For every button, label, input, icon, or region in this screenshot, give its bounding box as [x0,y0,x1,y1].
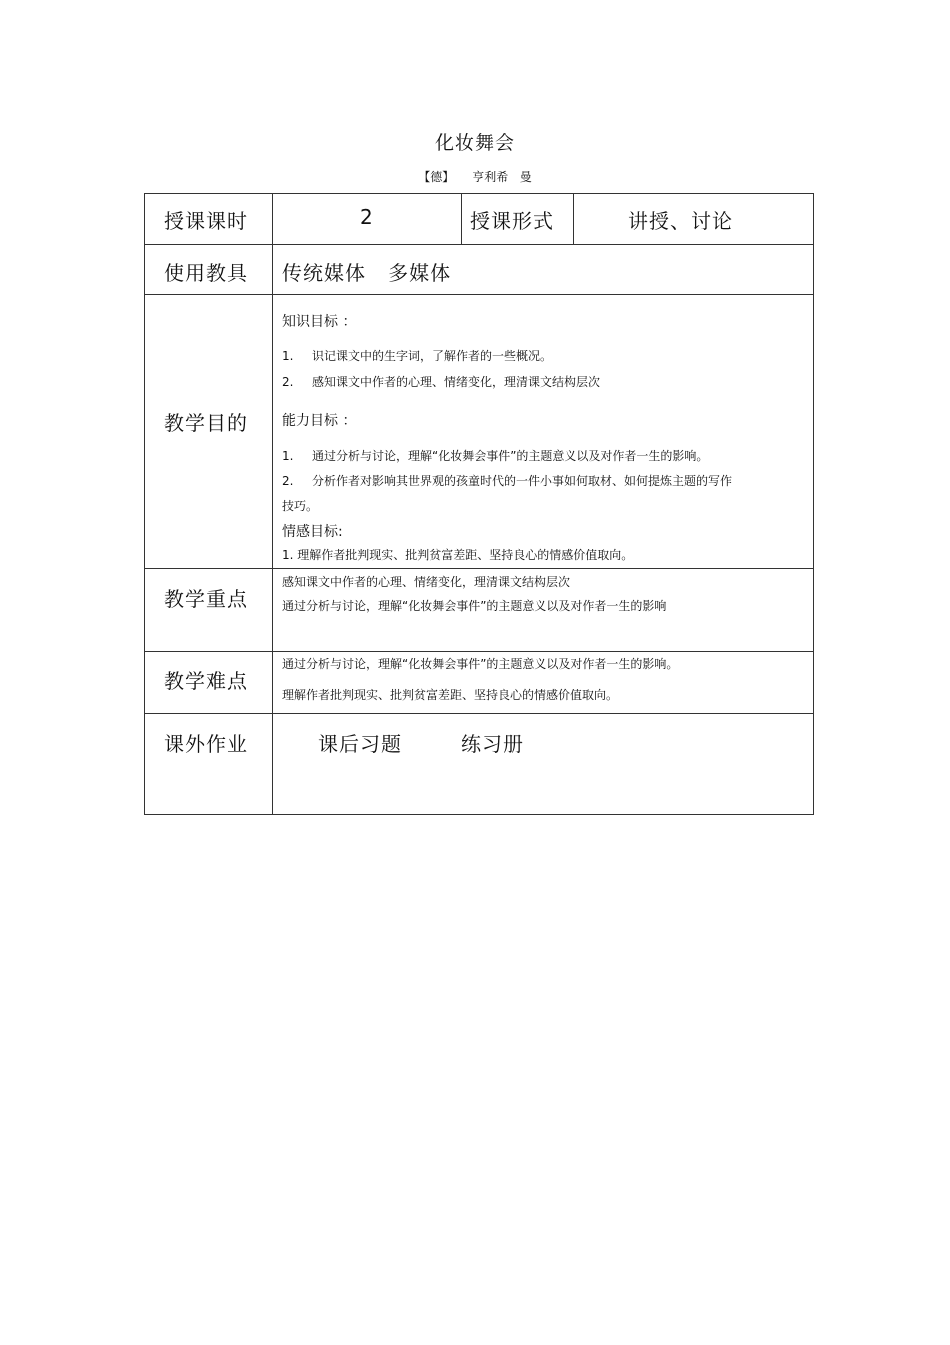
knowledge-goal-item: 2. 感知课文中作者的心理、情绪变化，理清课文结构层次 [282,375,601,389]
emotion-goal-heading: 情感目标: [282,524,343,540]
homework-item-exercises: 课后习题 [318,732,402,756]
row-divider [144,568,814,569]
knowledge-goal-heading: 知识目标 ： [282,314,357,330]
key-point-line: 感知课文中作者的心理、情绪变化，理清课文结构层次 [282,575,571,589]
lesson-plan-table [144,193,814,815]
column-divider [573,193,574,244]
document-title: 化妆舞会 [434,132,515,154]
column-divider [461,193,462,244]
ability-goal-item: 1. 通过分析与讨论，理解“化妆舞会事件”的主题意义以及对作者一生的影响。 [282,449,709,463]
key-point-line: 通过分析与讨论，理解“化妆舞会事件”的主题意义以及对作者一生的影响 [282,599,667,613]
column-divider [272,193,273,814]
label-teaching-objectives: 教学目的 [164,411,248,435]
ability-goal-item: 2. 分析作者对影响其世界观的孩童时代的一件小事如何取材、如何提炼主题的写作 [282,474,733,488]
row-divider [144,651,814,652]
homework-item-workbook: 练习册 [461,732,524,756]
author-name: 亨利希 曼 [472,170,532,184]
row-divider [144,713,814,714]
label-teaching-form: 授课形式 [470,209,554,233]
difficult-point-line: 理解作者批判现实、批判贫富差距、坚持良心的情感价值取向。 [282,688,619,702]
ability-goal-item-continuation: 技巧。 [282,499,319,513]
teaching-form-value: 讲授、讨论 [628,209,733,233]
ability-goal-heading: 能力目标 ： [282,413,357,429]
difficult-point-line: 通过分析与讨论，理解“化妆舞会事件”的主题意义以及对作者一生的影响。 [282,657,679,671]
label-teaching-aids: 使用教具 [164,261,248,285]
author-line [0,168,950,185]
row-divider [144,244,814,245]
label-class-hours: 授课课时 [164,209,248,233]
class-hours-value: 2 [360,205,373,229]
label-difficult-points: 教学难点 [164,669,248,693]
teaching-aids-value: 传统媒体 多媒体 [282,261,452,285]
author-nationality: 【德】 [418,170,455,184]
emotion-goal-item: 1. 理解作者批判现实、批判贫富差距、坚持良心的情感价值取向。 [282,548,634,562]
label-homework: 课外作业 [164,732,248,756]
row-divider [144,294,814,295]
label-key-points: 教学重点 [164,587,248,611]
knowledge-goal-item: 1. 识记课文中的生字词，了解作者的一些概况。 [282,349,553,363]
